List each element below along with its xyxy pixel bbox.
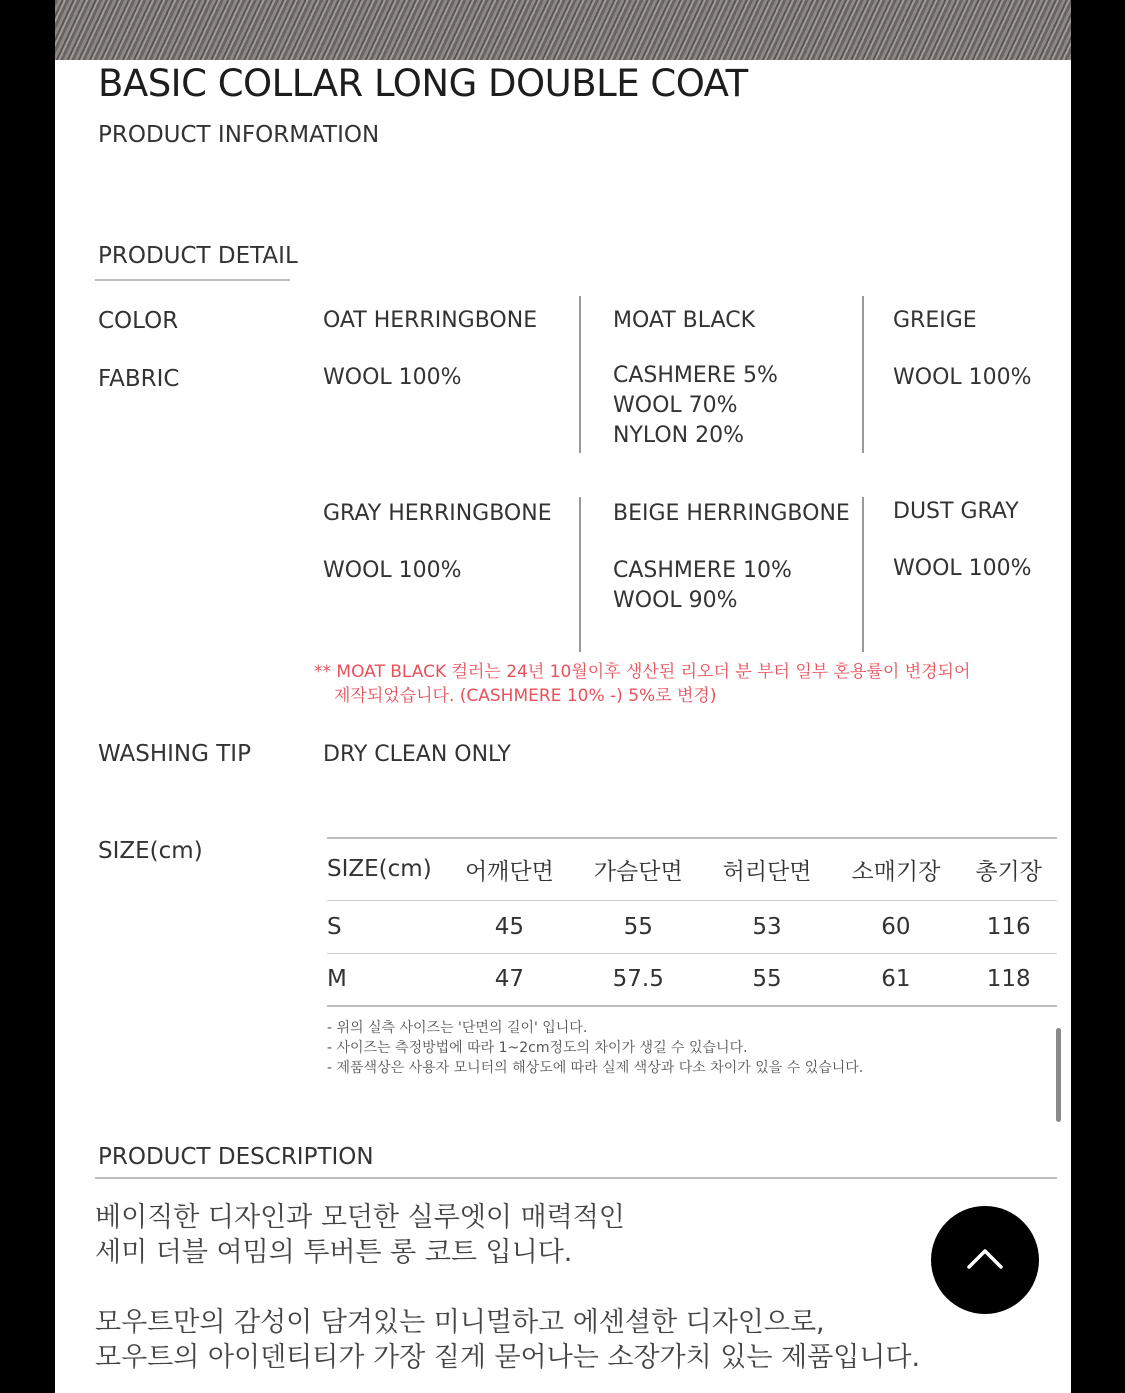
- size-cell: 116: [986, 913, 1031, 940]
- color-label: COLOR: [98, 308, 179, 334]
- fabric-change-note: [314, 660, 970, 708]
- description-line: 세미 더블 여밈의 투버튼 롱 코트 입니다.: [95, 1237, 573, 1268]
- description-paragraph-1: [95, 1200, 625, 1270]
- scroll-to-top-button[interactable]: [931, 1206, 1039, 1314]
- color-name: BEIGE HERRINGBONE: [613, 501, 850, 526]
- fabric-line: WOOL 100%: [893, 365, 1032, 390]
- fabric-line: CASHMERE 10%: [613, 558, 792, 583]
- fabric-line: WOOL 90%: [613, 588, 738, 613]
- product-detail-heading: PRODUCT DETAIL: [98, 243, 298, 269]
- description-line: 모우트만의 감성이 담겨있는 미니멀하고 에센셜한 디자인으로,: [95, 1307, 825, 1338]
- size-header-cell: 어깨단면: [464, 858, 554, 885]
- product-description-heading: PRODUCT DESCRIPTION: [98, 1144, 374, 1170]
- size-note: - 위의 실측 사이즈는 '단면의 길이' 입니다.: [327, 1020, 588, 1036]
- color-name: GRAY HERRINGBONE: [323, 501, 552, 526]
- size-cell: 118: [986, 966, 1031, 993]
- detail-heading-underline: [95, 279, 290, 281]
- size-cell: 55: [623, 913, 653, 940]
- size-table: [327, 837, 1057, 1007]
- description-line: 베이직한 디자인과 모던한 실루엣이 매력적인: [95, 1202, 625, 1233]
- size-notes: [327, 1018, 863, 1078]
- fabric-line: WOOL 100%: [893, 556, 1032, 581]
- size-cell: M: [327, 966, 347, 993]
- size-header-cell: 허리단면: [722, 858, 812, 885]
- size-cell: 55: [752, 966, 782, 993]
- size-note: - 제품색상은 사용자 모니터의 해상도에 따라 실제 색상과 다소 차이가 있을 수 있습니다.: [327, 1060, 864, 1076]
- chevron-up-icon: [965, 1243, 1005, 1273]
- description-line: 모우트의 아이덴티티가 가장 짙게 묻어나는 소장가치 있는 제품입니다.: [95, 1342, 921, 1373]
- fabric-label: FABRIC: [98, 366, 180, 392]
- column-divider: [579, 296, 581, 453]
- size-table-header-row: [327, 838, 1057, 900]
- product-photo-strip: [55, 0, 1071, 60]
- fabric-line: WOOL 100%: [323, 558, 462, 583]
- table-row: [327, 953, 1057, 1006]
- column-divider: [862, 296, 864, 453]
- product-detail-sheet: [55, 60, 1071, 1393]
- description-paragraph-2: [95, 1305, 920, 1375]
- description-heading-underline: [95, 1177, 1057, 1179]
- color-name: OAT HERRINGBONE: [323, 308, 538, 333]
- note-line-1: ** MOAT BLACK 컬러는 24년 10월이후 생산된 리오더 분 부터 일부 혼용률이 변경되어: [314, 662, 971, 682]
- size-note: - 사이즈는 측정방법에 따라 1~2cm정도의 차이가 생길 수 있습니다.: [327, 1040, 748, 1056]
- scrollbar-thumb[interactable]: [1056, 1028, 1061, 1122]
- size-header-cell: 가슴단면: [593, 858, 683, 885]
- fabric-line: WOOL 100%: [323, 365, 462, 390]
- size-header-cell: 소매기장: [851, 858, 941, 885]
- column-divider: [579, 497, 581, 652]
- product-information-label: PRODUCT INFORMATION: [98, 122, 380, 148]
- table-row: [327, 900, 1057, 953]
- size-cell: 45: [494, 913, 525, 940]
- size-cell: 61: [881, 966, 911, 993]
- size-header-cell: 총기장: [975, 858, 1042, 885]
- color-name: GREIGE: [893, 308, 977, 333]
- washing-tip-value: DRY CLEAN ONLY: [323, 742, 511, 767]
- size-label: SIZE(cm): [98, 838, 203, 864]
- size-header-cell: SIZE(cm): [327, 856, 432, 883]
- size-cell: 47: [494, 966, 525, 993]
- fabric-line: NYLON 20%: [613, 423, 745, 448]
- color-name: DUST GRAY: [893, 499, 1019, 524]
- washing-tip-label: WASHING TIP: [98, 741, 251, 767]
- size-cell: S: [327, 913, 342, 940]
- size-cell: 57.5: [612, 966, 664, 993]
- size-cell: 60: [881, 913, 911, 940]
- fabric-line: WOOL 70%: [613, 393, 738, 418]
- column-divider: [862, 497, 864, 652]
- color-name: MOAT BLACK: [613, 308, 755, 333]
- note-line-2: 제작되었습니다. (CASHMERE 10% -) 5%로 변경): [334, 686, 717, 706]
- fabric-line: CASHMERE 5%: [613, 363, 778, 388]
- product-title: BASIC COLLAR LONG DOUBLE COAT: [98, 62, 748, 105]
- size-cell: 53: [752, 913, 782, 940]
